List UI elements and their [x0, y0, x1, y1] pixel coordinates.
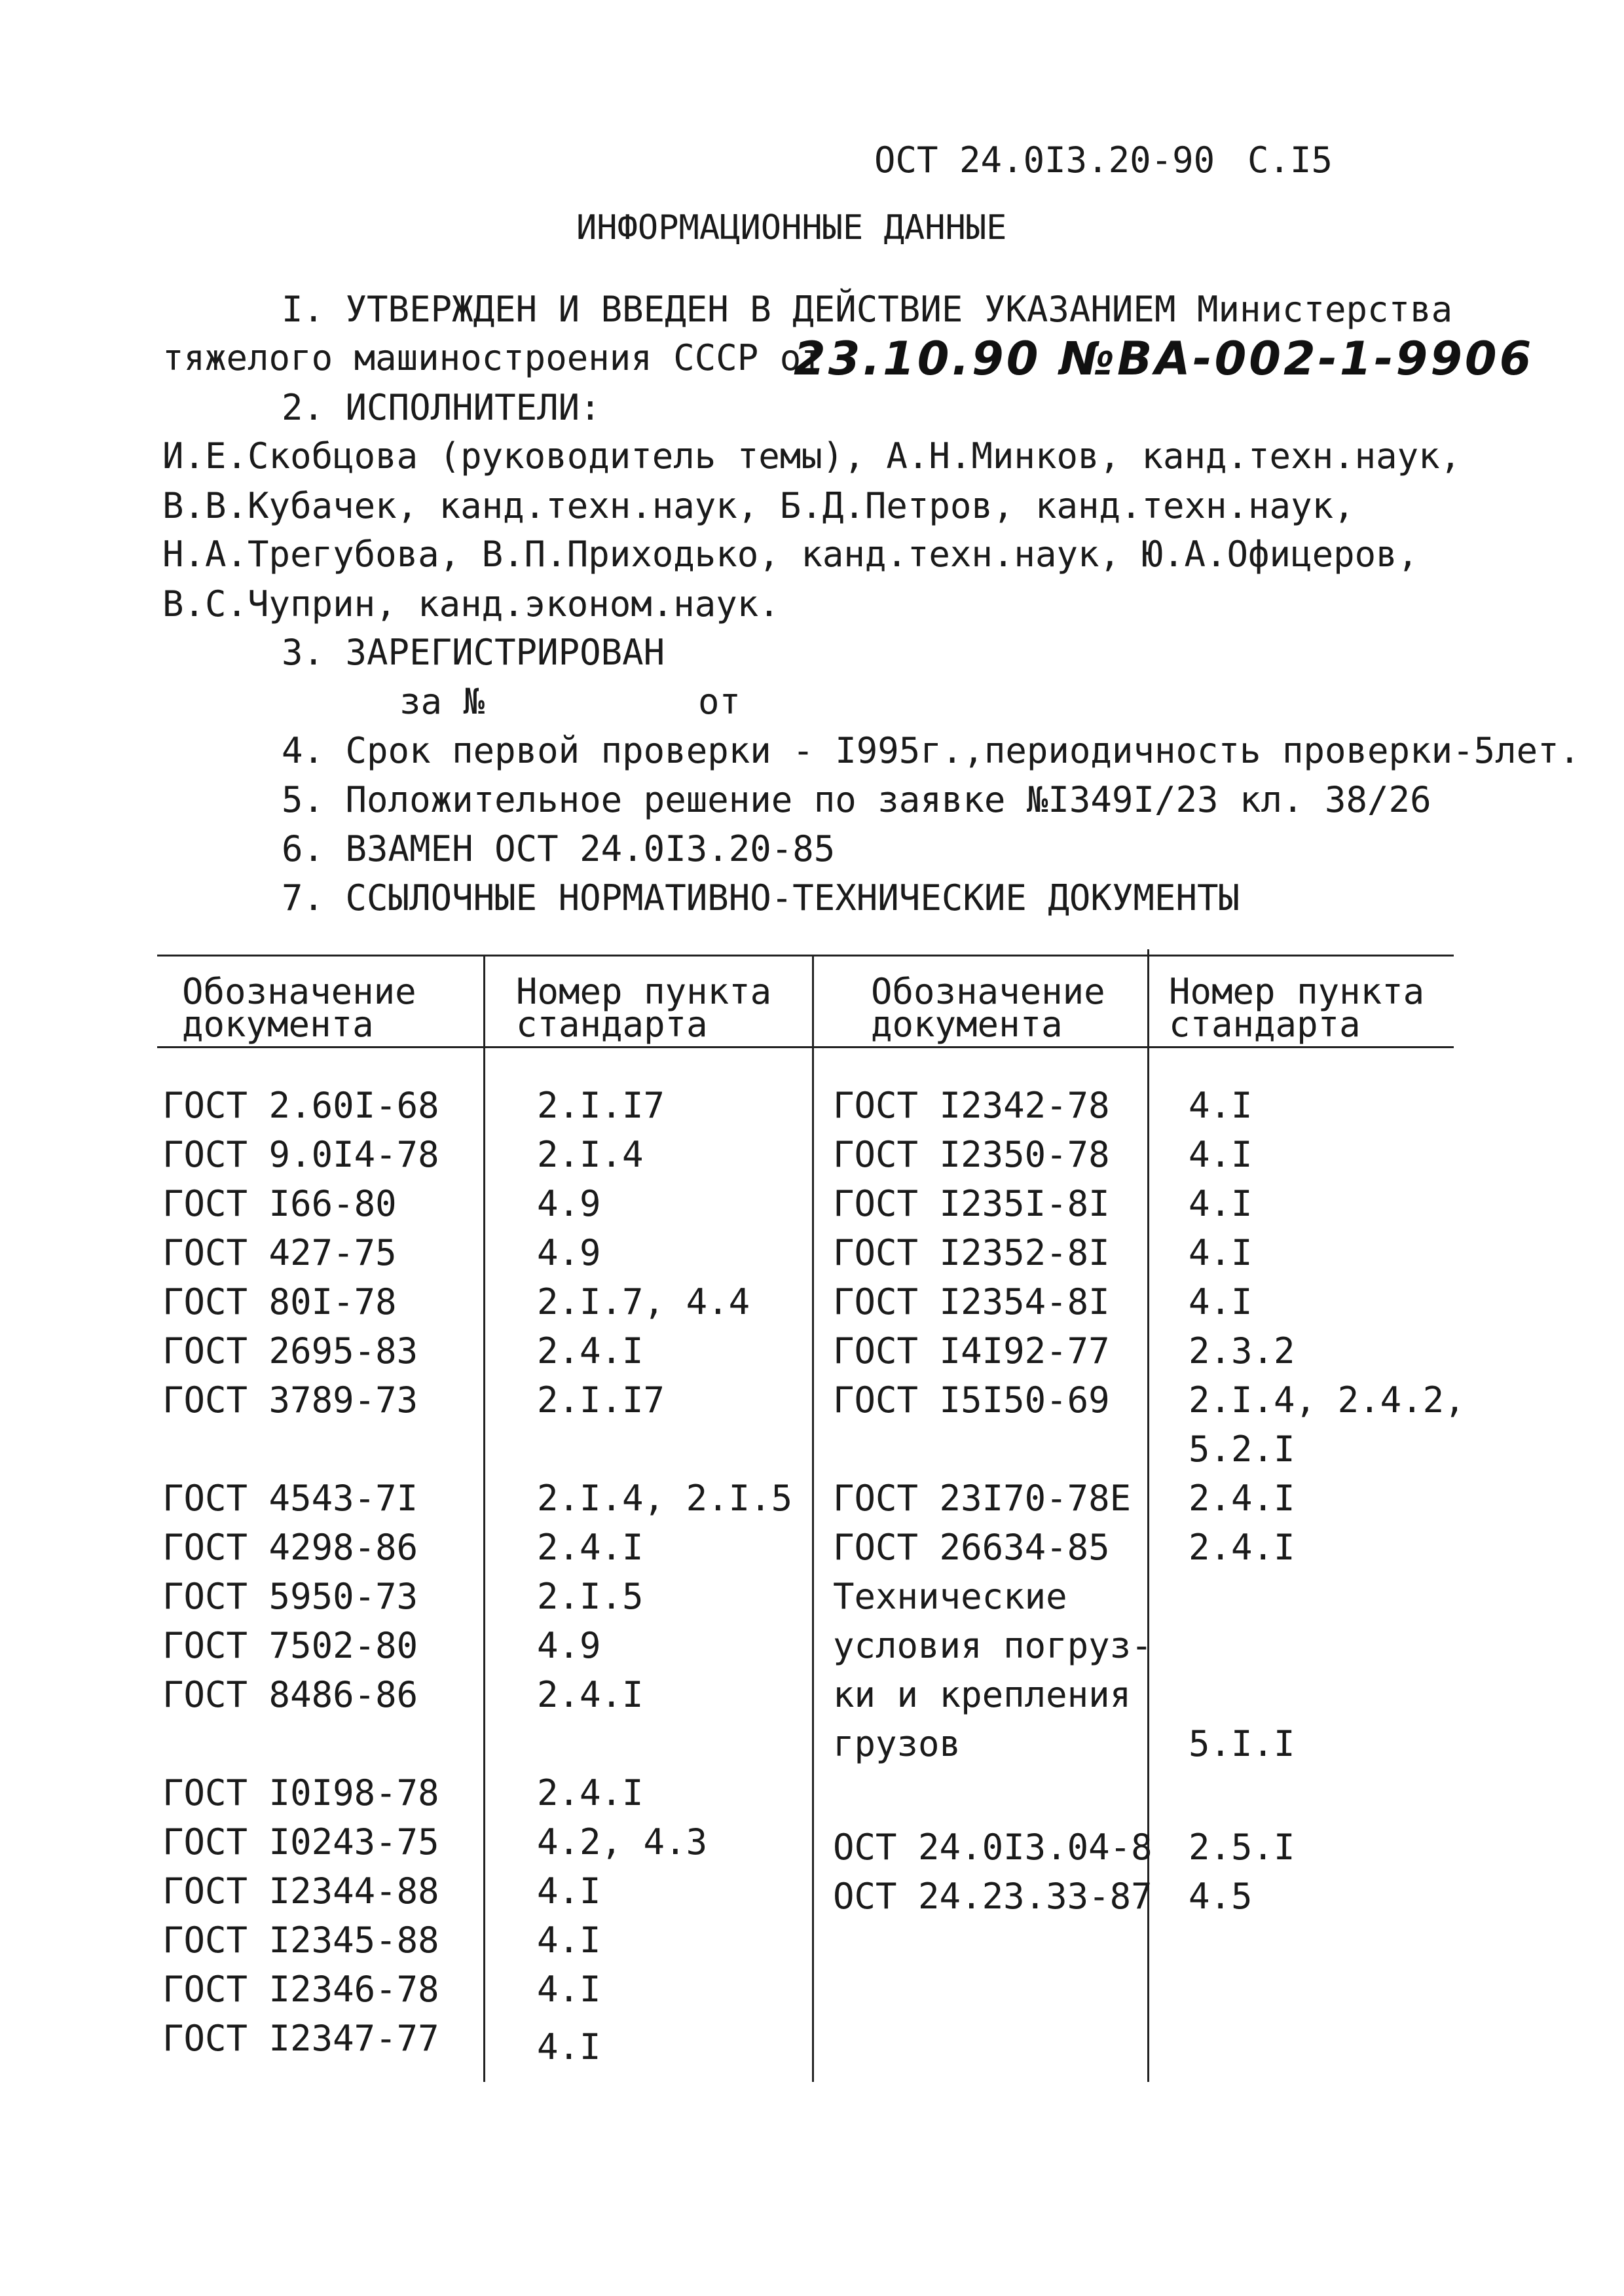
authors-line-3: Н.А.Трегубова, В.П.Приходько, канд.техн.наук, Ю.А.Офицеров,	[162, 534, 1419, 575]
left-row-item: 4.9	[537, 1183, 601, 1224]
left-row-doc: ГОСТ 3789-73	[162, 1379, 418, 1421]
left-row-item: 2.I.5	[537, 1576, 644, 1617]
left-row-doc: ГОСТ 2.60I-68	[162, 1085, 439, 1126]
item-2: 2. ИСПОЛНИТЕЛИ:	[282, 387, 601, 428]
left-row-doc: ГОСТ I0I98-78	[162, 1772, 439, 1813]
left-row-doc: ГОСТ 2695-83	[162, 1330, 418, 1372]
left-row-doc: ГОСТ I66-80	[162, 1183, 397, 1224]
left-row-item: 2.I.7, 4.4	[537, 1281, 750, 1322]
right-row-doc: ГОСТ 23I70-78Е	[833, 1478, 1132, 1519]
right-row-doc-line: Технические	[833, 1576, 1067, 1617]
right-row-doc: ГОСТ I5I50-69	[833, 1379, 1110, 1421]
authors-line-2: В.В.Кубачек, канд.техн.наук, Б.Д.Петров, канд.техн.наук,	[162, 485, 1355, 526]
header-item-2: стандарта	[516, 1004, 708, 1045]
right-row-item: 2.4.I	[1189, 1478, 1295, 1519]
left-row-item: 2.4.I	[537, 1330, 644, 1372]
left-row-item: 4.I	[537, 1870, 601, 1912]
left-row-doc: ГОСТ I0243-75	[162, 1821, 439, 1863]
left-row-doc: ГОСТ 427-75	[162, 1232, 397, 1273]
item-3-date-label: от	[698, 681, 741, 722]
right-row-doc: ГОСТ I2350-78	[833, 1134, 1110, 1175]
left-row-item: 4.I	[537, 1969, 601, 2010]
right-row-doc-line: грузов	[833, 1723, 961, 1764]
right-row-item: 4.I	[1189, 1281, 1253, 1322]
right-row-item: 5.I.I	[1189, 1723, 1295, 1764]
left-row-item: 4.9	[537, 1232, 601, 1273]
header-designation-right-1: Обозначение	[871, 971, 1105, 1012]
item-1-line-2: тяжелого машиностроения СССР от	[162, 337, 822, 378]
right-row-item: 2.4.I	[1189, 1527, 1295, 1568]
left-row-item: 2.4.I	[537, 1772, 644, 1813]
header-item-1: Номер пункта	[516, 971, 772, 1012]
right-row-doc: ОСТ 24.23.33-87	[833, 1876, 1153, 1917]
right-row-doc-line: ки и крепления	[833, 1674, 1132, 1715]
item-5: 5. Положительное решение по заявке №I349I/23 кл. 38/26	[282, 779, 1431, 820]
left-row-doc: ГОСТ 7502-80	[162, 1625, 418, 1666]
left-row-item: 4.2, 4.3	[537, 1821, 708, 1863]
handwritten-order-number: 23.10.90 №ВА-002-1-9906	[794, 332, 1534, 386]
right-row-doc: ГОСТ 26634-85	[833, 1527, 1110, 1568]
left-row-item: 4.9	[537, 1625, 601, 1666]
header-designation-2: документа	[182, 1004, 374, 1045]
right-row-doc: ОСТ 24.0I3.04-8	[833, 1827, 1153, 1868]
page-number: С.I5	[1247, 139, 1333, 181]
right-row-doc: ГОСТ I4I92-77	[833, 1330, 1110, 1372]
document-code: ОСТ 24.0I3.20-90	[874, 139, 1215, 181]
right-row-item: 4.I	[1189, 1085, 1253, 1126]
left-row-item: 4.I	[537, 1920, 601, 1961]
left-row-doc: ГОСТ 4298-86	[162, 1527, 418, 1568]
item-1-line-1: I. УТВЕРЖДЕН И ВВЕДЕН В ДЕЙСТВИЕ УКАЗАНИЕМ Министерства	[282, 289, 1453, 330]
left-row-doc: ГОСТ I2344-88	[162, 1870, 439, 1912]
right-row-doc: ГОСТ I235I-8I	[833, 1183, 1110, 1224]
item-3-number-label: за №	[399, 681, 485, 722]
left-row-doc: ГОСТ 80I-78	[162, 1281, 397, 1322]
item-3: 3. ЗАРЕГИСТРИРОВАН	[282, 632, 665, 673]
page-title: ИНФОРМАЦИОННЫЕ ДАННЫЕ	[576, 208, 1007, 247]
left-row-item: 2.I.4, 2.I.5	[537, 1478, 793, 1519]
header-designation-1: Обозначение	[182, 971, 416, 1012]
right-row-item: 4.5	[1189, 1876, 1253, 1917]
header-item-right-2: стандарта	[1169, 1004, 1361, 1045]
item-6: 6. ВЗАМЕН ОСТ 24.0I3.20-85	[282, 828, 836, 869]
table-header-rule	[157, 1046, 1454, 1048]
right-row-item: 2.3.2	[1189, 1330, 1295, 1372]
item-4: 4. Срок первой проверки - I995г.,периодичность проверки-5лет.	[282, 730, 1581, 771]
right-row-item: 4.I	[1189, 1183, 1253, 1224]
header-item-right-1: Номер пункта	[1169, 971, 1425, 1012]
left-row-item: 2.4.I	[537, 1527, 644, 1568]
left-row-doc: ГОСТ I2346-78	[162, 1969, 439, 2010]
right-row-doc: ГОСТ I2352-8I	[833, 1232, 1110, 1273]
left-row-doc: ГОСТ 8486-86	[162, 1674, 418, 1715]
left-row-item: 2.I.I7	[537, 1085, 665, 1126]
left-row-doc: ГОСТ 5950-73	[162, 1576, 418, 1617]
left-row-item: 2.I.4	[537, 1134, 644, 1175]
right-row-item: 4.I	[1189, 1232, 1253, 1273]
authors-line-1: И.Е.Скобцова (руководитель темы), А.Н.Минков, канд.техн.наук,	[162, 435, 1462, 477]
left-row-item: 2.4.I	[537, 1674, 644, 1715]
left-row-doc: ГОСТ 4543-7I	[162, 1478, 418, 1519]
table-top-rule	[157, 955, 1454, 957]
right-row-item: 2.5.I	[1189, 1827, 1295, 1868]
table-divider-1	[483, 956, 485, 2082]
left-row-item: 2.I.I7	[537, 1379, 665, 1421]
right-row-item-continued: 5.2.I	[1189, 1429, 1295, 1470]
left-row-item: 4.I	[537, 2026, 601, 2068]
item-7: 7. ССЫЛОЧНЫЕ НОРМАТИВНО-ТЕХНИЧЕСКИЕ ДОКУМЕНТЫ	[282, 877, 1240, 919]
left-row-doc: ГОСТ 9.0I4-78	[162, 1134, 439, 1175]
left-row-doc: ГОСТ I2347-77	[162, 2018, 439, 2059]
right-row-doc-line: условия погруз-	[833, 1625, 1153, 1666]
right-row-item: 2.I.4, 2.4.2,	[1189, 1379, 1466, 1421]
right-row-doc: ГОСТ I2354-8I	[833, 1281, 1110, 1322]
right-row-doc: ГОСТ I2342-78	[833, 1085, 1110, 1126]
right-row-item: 4.I	[1189, 1134, 1253, 1175]
left-row-doc: ГОСТ I2345-88	[162, 1920, 439, 1961]
table-divider-2	[812, 956, 814, 2082]
authors-line-4: В.С.Чуприн, канд.эконом.наук.	[162, 583, 780, 625]
header-designation-right-2: документа	[871, 1004, 1063, 1045]
